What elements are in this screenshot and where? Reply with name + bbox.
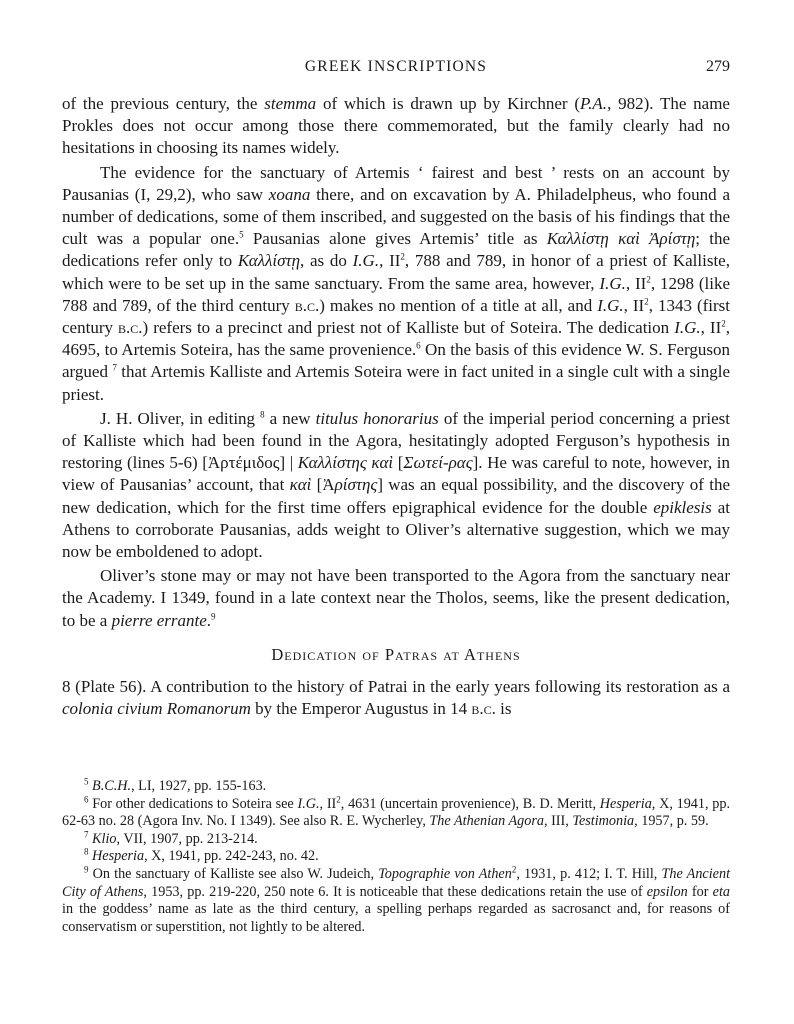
text-run: by the Emperor Augustus in 14 (250, 699, 472, 719)
text-run: , VII, 1907, pp. 213-214. (116, 830, 258, 847)
paragraph (62, 93, 730, 160)
running-head (62, 58, 730, 80)
italic-text: Hesperia (599, 795, 652, 812)
reference-mark: 5 (239, 229, 244, 240)
text-run: For other dedications to Soteira see (88, 795, 298, 812)
italic-text: stemma (264, 94, 317, 113)
text-run: , 1953, pp. 219-220, 250 note 6. It is noticeable that these dedications retain the use of (143, 883, 647, 900)
text-run: , X, 1941, pp. 62-63 no. 28 (Agora Inv. No. I 1349). See also R. E. Wycherley, (62, 795, 731, 830)
text-run: there, and on excavation by A. Philadelpheus, who found a number of dedications, some of them inscribed, and suggested on the basis of his findings that the cult was a popular one. (62, 184, 730, 249)
running-title: GREEK INSCRIPTIONS (304, 58, 488, 75)
reference-mark: 8 (84, 846, 89, 857)
reference-mark: 5 (84, 776, 89, 787)
text-run: ] was an equal possibility, and the discovery of the new dedication, which for the first time offers epigraphical evidence for the double (62, 475, 730, 517)
italic-text: Καλλίστης καὶ (297, 453, 394, 473)
text-run: , II (700, 318, 722, 338)
reference-mark: 2 (511, 864, 517, 875)
section-heading: Dedication of Patras at Athens (271, 644, 521, 664)
reference-mark: 6 (84, 793, 89, 804)
text-run: a new (264, 408, 316, 428)
text-run: ) makes no mention of a title at all, and (319, 295, 598, 315)
text-run: , 1343 (first century (62, 295, 730, 338)
text-run: , 1931, p. 412; I. T. Hill, (516, 865, 662, 882)
page-number: 279 (706, 58, 730, 75)
reference-mark: 7 (84, 829, 89, 840)
italic-text: titulus honorarius (315, 408, 439, 428)
text-run: b.c. (294, 295, 320, 315)
italic-text: P.A. (579, 94, 608, 113)
text-run: at Athens to corroborate Pausanias, adds weight to Oliver’s alternative suggestion, which we may now be emboldened to adopt. (62, 497, 730, 562)
text-run: that Artemis Kalliste and Artemis Soteira were in fact united in a single cult with a single priest. (62, 362, 730, 404)
italic-text: The Ancient City of Athens (62, 865, 731, 900)
reference-mark: 2 (400, 251, 405, 262)
reference-mark: 7 (112, 362, 117, 373)
paragraph (62, 408, 730, 563)
text-run: , II (319, 795, 337, 812)
text-run: ; the dedications refer only to (62, 229, 730, 271)
italic-text: I.G. (674, 318, 701, 338)
italic-text: ρίστης (334, 475, 378, 495)
text-run: , LI, 1927, pp. 155-163. (131, 778, 267, 794)
text-run: , as do (300, 251, 353, 271)
text-run: , 4695, to Artemis Soteira, has the same provenience. (62, 318, 730, 360)
footnote (62, 778, 730, 796)
body-text (62, 93, 730, 722)
italic-text: I.G. (599, 273, 626, 293)
italic-text: Σωτεί-ρας (403, 453, 473, 473)
footnote (62, 831, 730, 849)
italic-text: I.G. (297, 795, 320, 812)
text-run: , 788 and 789, in honor of a priest of Kalliste, which were to be set up in the same sanctuary. From the same area, however, (62, 251, 730, 293)
reference-mark: 2 (336, 793, 341, 804)
italic-text: I.G. (352, 251, 380, 271)
footnote (62, 793, 731, 831)
text-run: , II (379, 251, 401, 271)
reference-mark: 2 (644, 296, 649, 307)
text-run: b.c. (471, 699, 496, 719)
text-run: Oliver’s stone may or may not have been transported to the Agora from the sanctuary near the Academy. I 1349, found in a late context near the Tholos, seems, like the present dedication, to be a (62, 566, 730, 630)
italic-text: pierre errante (111, 610, 207, 630)
footnotes (62, 778, 730, 936)
text-run: , II (625, 273, 647, 293)
text-run: of the previous century, the (62, 94, 265, 113)
text-run: ]. He was careful to note, however, in view of Pausanias’ account, that (62, 453, 731, 495)
text-run: , 1957, p. 59. (634, 813, 709, 830)
italic-text: B.C.H. (92, 778, 132, 794)
footnote (62, 866, 730, 936)
reference-mark: 2 (646, 273, 651, 284)
italic-text: colonia civium Romanorum (62, 699, 251, 719)
text-run: in the goddess’ name as late as the third century, a spelling perhaps regarded as sacrosanct and, for reasons of conservatism or superstition, not lightly to be altered. (62, 901, 730, 935)
italic-text: Klio (92, 830, 117, 847)
reference-mark: 9 (84, 864, 89, 875)
reference-mark: 2 (721, 318, 726, 329)
text-run: J. H. Oliver, in editing (100, 408, 261, 428)
italic-text: Hesperia (92, 848, 145, 865)
italic-text: epiklesis (653, 497, 712, 517)
text-run: [ (393, 453, 404, 473)
reference-mark: 8 (260, 409, 265, 420)
italic-text: I.G. (597, 295, 624, 315)
reference-mark: 9 (211, 611, 216, 622)
paragraph (62, 565, 730, 632)
text-run: The evidence for the sanctuary of Artemis ‘ fairest and best ’ rests on an account by Pausanias (I, 29,2), who saw (62, 162, 730, 204)
text-run: , 1298 (like 788 and 789, of the third century (62, 273, 731, 315)
text-run: ) refers to a precinct and priest not of Kalliste but of Soteira. The dedication (142, 318, 675, 338)
italic-text: Testimonia (572, 813, 635, 830)
text-run: [Ἀ (311, 475, 335, 495)
text-run: of the imperial period concerning a priest of Kalliste which had been found in the Agora, hesitatingly adopted Ferguson’s hypothesis in restoring (lines 5-6) [Ἀρτέμιδος] | (62, 408, 730, 473)
text-run: On the basis of this evidence W. S. Ferguson argued (62, 340, 730, 382)
italic-text: Καλλίστῃ (237, 251, 301, 271)
text-run: , II (623, 295, 645, 315)
section-paragraph (62, 676, 730, 720)
italic-text: Topographie von Athen (378, 865, 512, 882)
text-run: b.c. (118, 318, 143, 338)
text-run: . (206, 610, 212, 630)
text-run: is (495, 699, 512, 719)
text-run: , 4631 (uncertain provenience), B. D. Meritt, (340, 795, 600, 812)
italic-text: epsilon (646, 883, 688, 900)
text-run: On the sanctuary of Kalliste see also W. Judeich, (88, 865, 379, 882)
text-run: , III, (543, 813, 573, 830)
italic-text: καὶ (289, 475, 312, 495)
text-run: 8 (Plate 56). A contribution to the history of Patrai in the early years following its restoration as a (62, 677, 730, 697)
italic-text: eta (712, 883, 730, 900)
reference-mark: 6 (416, 340, 421, 351)
footnote (62, 848, 730, 866)
italic-text: xoana (268, 184, 311, 204)
text-run: , 982). The name Prokles does not occur among those there commemorated, but the family clearly had no hesitations in choosing its names widely. (62, 94, 730, 158)
text-run: of which is drawn up by Kirchner ( (316, 94, 580, 113)
italic-text: Καλλίστῃ καὶ Ἀρίστῃ (546, 229, 696, 249)
text-run: Pausanias alone gives Artemis’ title as (243, 229, 547, 249)
text-run: for (687, 883, 713, 900)
italic-text: The Athenian Agora (429, 813, 544, 830)
paragraph (62, 162, 730, 406)
text-run: , X, 1941, pp. 242-243, no. 42. (144, 848, 319, 865)
